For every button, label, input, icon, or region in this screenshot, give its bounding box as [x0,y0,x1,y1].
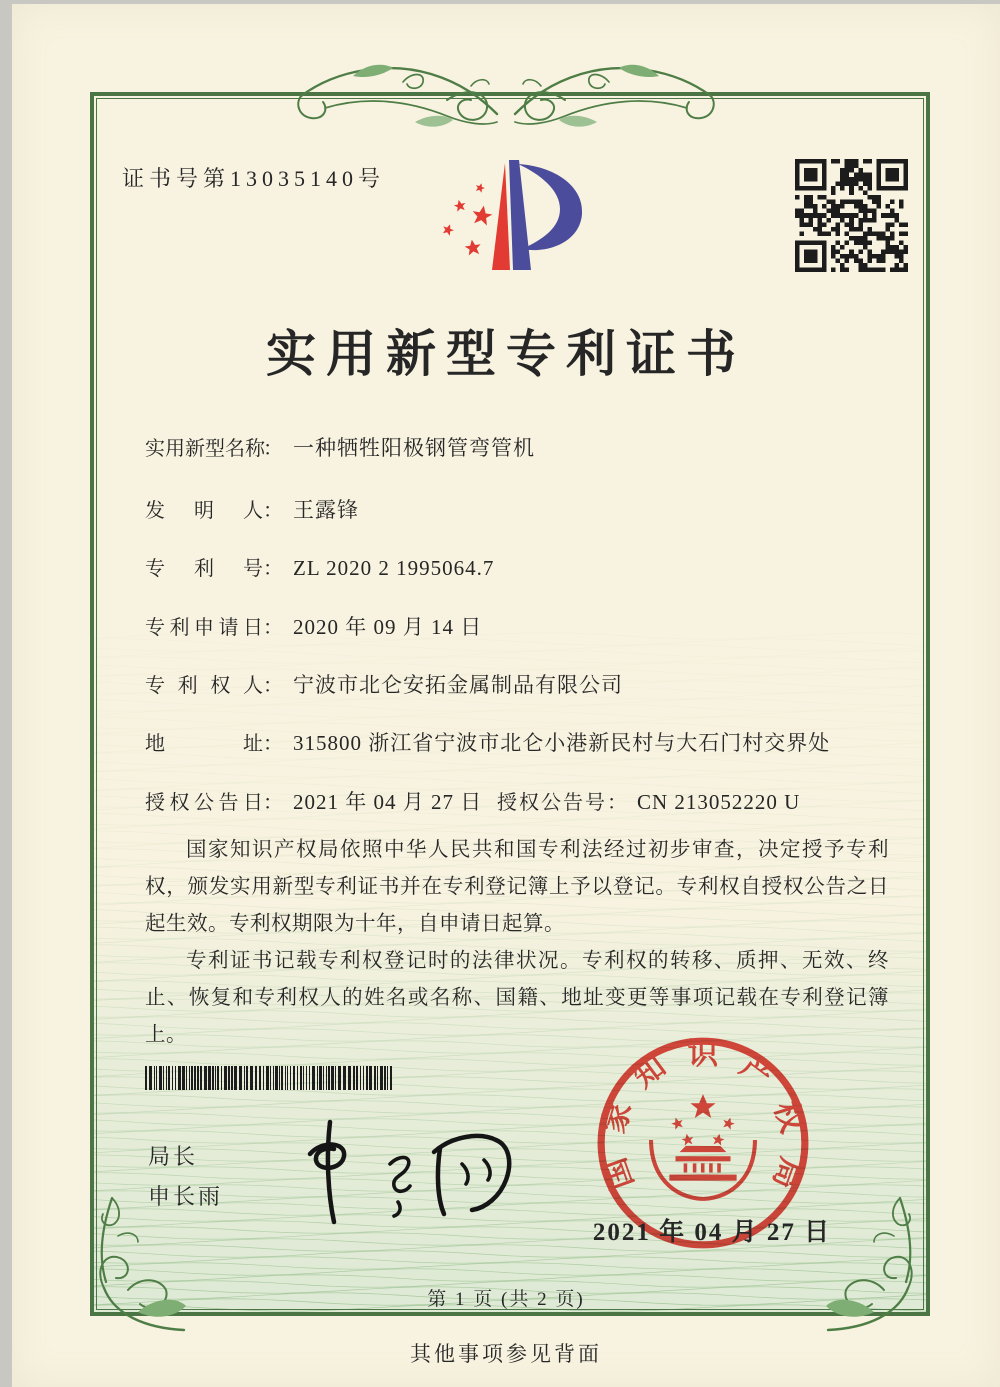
field-colon: ： [263,792,283,814]
legal-text-block [145,832,889,1054]
field-label: 授权公告号 [497,792,607,814]
field-value: 2020 年 09 月 14 日 [293,615,483,639]
barcode [143,1066,396,1090]
field-value: CN 213052220 U [637,790,801,814]
certificate-paper [12,4,1000,1387]
national-emblem-icon [651,1094,755,1199]
field-row-filing-date [145,611,482,643]
field-label: 发明人 [145,500,263,522]
signature-autograph [294,1116,524,1228]
field-colon: ： [263,733,283,755]
seal-date: 2021 年 04 月 27 日 [592,1219,832,1246]
field-row-grant-date [145,786,801,818]
field-pair-grant-number [497,786,800,815]
field-colon: ： [263,558,283,580]
field-value: 王露锋 [293,498,359,522]
field-colon: ： [607,792,627,814]
field-value: ZL 2020 2 1995064.7 [293,556,495,580]
seal-text: 国家知识产权局 [596,1036,810,1194]
footer-note: 其他事项参见背面 [410,1342,602,1366]
signer-title: 局长 [148,1144,199,1169]
field-colon: ： [263,675,283,697]
field-row-patentee [145,669,623,701]
cnipa-logo-icon [432,152,592,287]
field-label: 实用新型名称 [145,438,265,460]
certificate-number: 证书号第13035140号 [122,166,386,191]
field-colon: ： [263,500,283,522]
legal-paragraph: 国家知识产权局依照中华人民共和国专利法经过初步审查，决定授予专利权，颁发实用新型专利证书并在专利登记簿上予以登记。专利权自授权公告之日起生效。专利权期限为十年，自申请日起算。 [145,839,889,935]
field-row-patent-number [145,552,494,584]
qr-code [795,159,908,272]
field-value: 315800 浙江省宁波市北仑小港新民村与大石门村交界处 [293,731,831,755]
field-row-address [145,727,830,759]
field-label: 专利号 [145,558,263,580]
field-label: 授权公告日 [145,792,263,814]
field-colon: ： [263,438,283,460]
field-label: 专利申请日 [145,617,263,639]
field-label: 专利权人 [145,675,263,697]
certificate-title: 实用新型专利证书 [266,326,746,382]
field-value: 一种牺牲阳极钢管弯管机 [293,436,535,460]
field-value: 宁波市北仑安拓金属制品有限公司 [293,673,623,697]
field-row-utility-model-name [145,432,535,464]
field-value: 2021 年 04 月 27 日 [293,790,483,814]
signer-name: 申长雨 [148,1184,224,1209]
field-row-inventor [145,494,359,526]
page-indicator: 第 1 页 (共 2 页) [427,1289,585,1310]
legal-paragraph: 专利证书记载专利权登记时的法律状况。专利权的转移、质押、无效、终止、恢复和专利权人的姓名或名称、国籍、地址变更等事项记载在专利登记簿上。 [145,950,889,1046]
field-label: 地址 [145,733,263,755]
field-colon: ： [263,617,283,639]
